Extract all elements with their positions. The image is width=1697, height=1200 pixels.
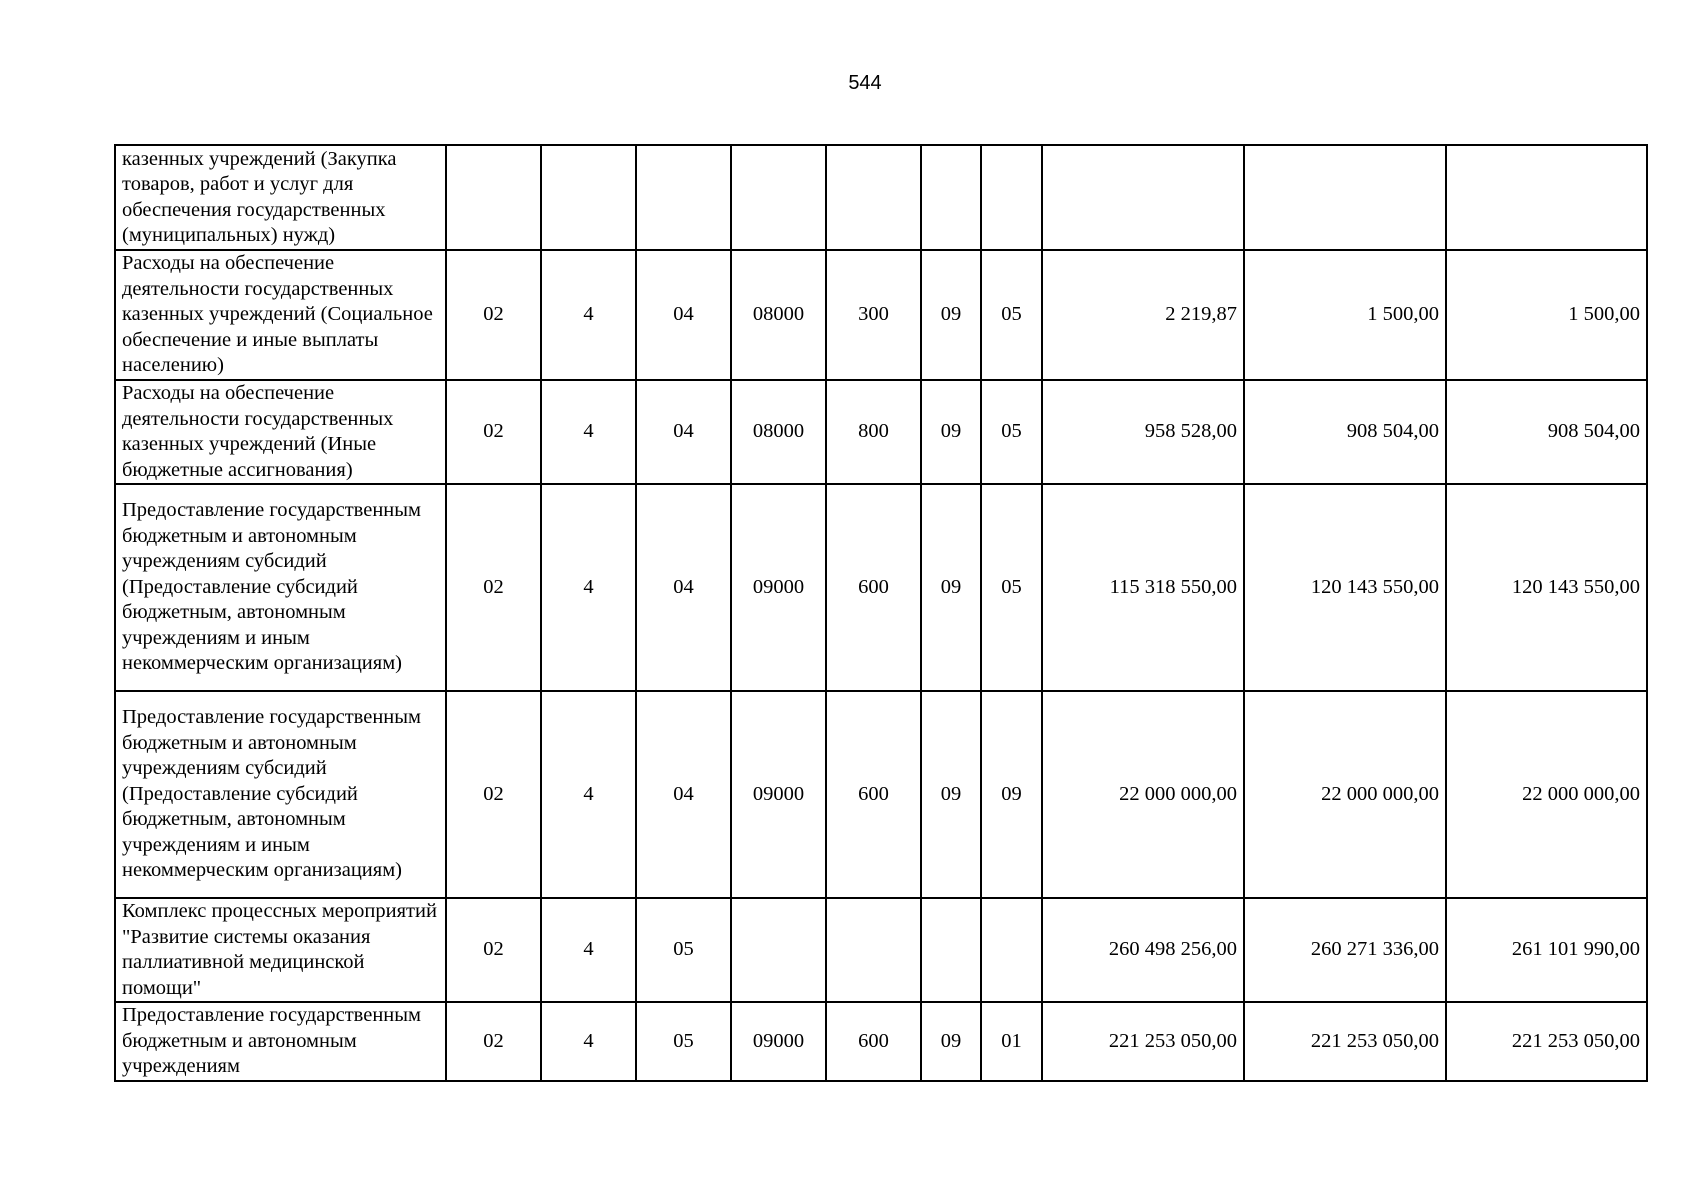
direction-code: 08000 [731,380,826,484]
amount-year-2: 1 500,00 [1244,250,1446,380]
subprogram-code: 4 [541,250,636,380]
subprogram-code: 4 [541,380,636,484]
table-row [115,1002,1647,1081]
amount-year-2 [1244,145,1446,250]
subsection-code [981,145,1042,250]
table-row [115,380,1647,484]
subprogram-code: 4 [541,484,636,691]
direction-code [731,145,826,250]
activity-code: 04 [636,380,731,484]
row-description: Предоставление государственным бюджетным и автономным учреждениям [115,1002,446,1081]
amount-year-3: 261 101 990,00 [1446,898,1647,1002]
expense-type-code [826,898,921,1002]
table-row [115,250,1647,380]
section-code: 09 [921,484,981,691]
amount-year-2: 22 000 000,00 [1244,691,1446,898]
program-code: 02 [446,380,541,484]
subprogram-code: 4 [541,898,636,1002]
amount-year-1: 115 318 550,00 [1042,484,1244,691]
activity-code: 04 [636,691,731,898]
table-row [115,145,1647,250]
subprogram-code [541,145,636,250]
subsection-code: 09 [981,691,1042,898]
direction-code: 09000 [731,691,826,898]
section-code: 09 [921,1002,981,1081]
program-code: 02 [446,250,541,380]
activity-code: 05 [636,1002,731,1081]
subsection-code [981,898,1042,1002]
row-description: Расходы на обеспечение деятельности государственных казенных учреждений (Иные бюджетные ассигнования) [115,380,446,484]
expense-type-code: 300 [826,250,921,380]
amount-year-1 [1042,145,1244,250]
expense-type-code: 600 [826,1002,921,1081]
activity-code: 04 [636,484,731,691]
section-code: 09 [921,691,981,898]
amount-year-2: 221 253 050,00 [1244,1002,1446,1081]
program-code: 02 [446,1002,541,1081]
budget-table [114,144,1648,1082]
amount-year-1: 22 000 000,00 [1042,691,1244,898]
row-description: Комплекс процессных мероприятий "Развитие системы оказания паллиативной медицинской помощи" [115,898,446,1002]
subsection-code: 05 [981,484,1042,691]
program-code: 02 [446,484,541,691]
row-description: Предоставление государственным бюджетным и автономным учреждениям субсидий (Предоставление субсидий бюджетным, автономным учреждениям и иным некоммерческим организациям) [115,484,446,691]
section-code: 09 [921,250,981,380]
amount-year-2: 120 143 550,00 [1244,484,1446,691]
row-description: Расходы на обеспечение деятельности государственных казенных учреждений (Социальное обеспечение и иные выплаты населению) [115,250,446,380]
amount-year-3: 221 253 050,00 [1446,1002,1647,1081]
amount-year-2: 908 504,00 [1244,380,1446,484]
table-row [115,484,1647,691]
program-code: 02 [446,898,541,1002]
row-description: Предоставление государственным бюджетным и автономным учреждениям субсидий (Предоставление субсидий бюджетным, автономным учреждениям и иным некоммерческим организациям) [115,691,446,898]
direction-code: 08000 [731,250,826,380]
amount-year-3: 22 000 000,00 [1446,691,1647,898]
direction-code [731,898,826,1002]
section-code [921,145,981,250]
expense-type-code: 600 [826,691,921,898]
program-code: 02 [446,691,541,898]
subprogram-code: 4 [541,691,636,898]
subsection-code: 05 [981,380,1042,484]
subprogram-code: 4 [541,1002,636,1081]
amount-year-2: 260 271 336,00 [1244,898,1446,1002]
amount-year-3: 1 500,00 [1446,250,1647,380]
section-code: 09 [921,380,981,484]
expense-type-code: 600 [826,484,921,691]
amount-year-1: 260 498 256,00 [1042,898,1244,1002]
amount-year-3: 120 143 550,00 [1446,484,1647,691]
amount-year-3: 908 504,00 [1446,380,1647,484]
program-code [446,145,541,250]
activity-code: 04 [636,250,731,380]
table-row [115,691,1647,898]
amount-year-1: 221 253 050,00 [1042,1002,1244,1081]
subsection-code: 01 [981,1002,1042,1081]
activity-code [636,145,731,250]
direction-code: 09000 [731,1002,826,1081]
expense-type-code: 800 [826,380,921,484]
page-number: 544 [848,72,882,94]
table-row [115,898,1647,1002]
subsection-code: 05 [981,250,1042,380]
amount-year-1: 2 219,87 [1042,250,1244,380]
row-description: казенных учреждений (Закупка товаров, работ и услуг для обеспечения государственных (муниципальных) нужд) [115,145,446,250]
expense-type-code [826,145,921,250]
amount-year-3 [1446,145,1647,250]
amount-year-1: 958 528,00 [1042,380,1244,484]
activity-code: 05 [636,898,731,1002]
section-code [921,898,981,1002]
direction-code: 09000 [731,484,826,691]
